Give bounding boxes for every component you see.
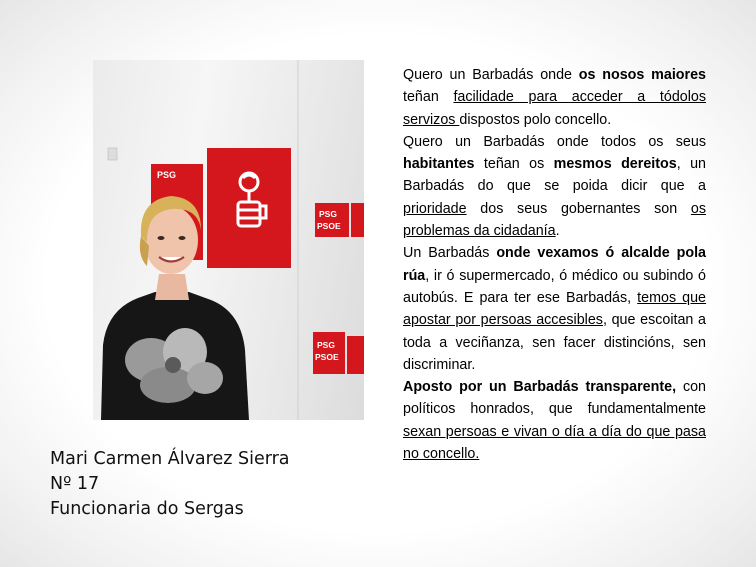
panel-logo-psoe-2: PSOE xyxy=(315,352,339,362)
text-run-bold: os nosos maiores xyxy=(578,67,706,83)
candidate-number: Nº 17 xyxy=(50,474,100,494)
text-run: teñan xyxy=(403,89,454,106)
text-run: teñan os xyxy=(474,156,554,173)
text-run-underline: sexan persoas e vivan o día a día do que pasa no concello. xyxy=(403,423,706,463)
panel-logo-psoe: PSOE xyxy=(317,221,341,231)
text-run: Un Barbadás xyxy=(403,245,497,262)
text-run-bold: onde vexamos ó alcalde pola rúa xyxy=(403,245,706,284)
red-panel-small-top xyxy=(315,203,364,237)
panel-logo-psg: PSG xyxy=(319,209,337,219)
text-run-bold: habitantes xyxy=(403,156,475,173)
statement-text xyxy=(403,64,706,465)
text-run: Quero un Barbadás onde todos os seus xyxy=(403,133,706,150)
paragraph-2 xyxy=(403,131,706,242)
paragraph-3 xyxy=(403,242,706,376)
candidate-photo xyxy=(93,60,364,420)
text-run: , ir ó supermercado, ó médico ou subindo ó autobús. E para ter ese Barbadás, xyxy=(403,267,706,306)
text-run-underline: prioridade xyxy=(403,200,467,217)
panel-logo-psg-2: PSG xyxy=(317,340,335,350)
text-run-bold: Aposto por un Barbadás transparente, xyxy=(403,379,677,396)
text-run-underline: facilidade para acceder a tódolos servizos xyxy=(403,89,706,128)
text-run: con políticos honrados, que fundamentalmente xyxy=(403,379,706,418)
paragraph-1 xyxy=(403,64,706,131)
candidate-caption xyxy=(50,447,290,522)
candidate-role: Funcionaria do Sergas xyxy=(50,499,244,519)
text-run: , un Barbadás do que se poida dicir que a xyxy=(403,156,706,195)
text-run-underline: os problemas da cidadanía xyxy=(403,200,706,240)
text-run: , que escoitan a toda a veciñanza, sen facer distincións, sen discriminar. xyxy=(403,312,706,373)
panel-logo-text: PSG xyxy=(157,170,177,180)
paragraph-4 xyxy=(403,376,706,465)
text-run: Quero un Barbadás onde xyxy=(403,67,579,83)
text-run: dos seus gobernantes son xyxy=(466,200,691,217)
text-run-bold: mesmos dereitos xyxy=(553,156,677,173)
text-run: dispostos polo concello. xyxy=(459,111,612,128)
red-panel-small-bottom xyxy=(313,332,364,374)
text-run: . xyxy=(555,223,560,240)
red-panel-main xyxy=(207,148,291,268)
text-run-underline: temos que apostar por persoas accesibles xyxy=(403,289,706,329)
candidate-name: Mari Carmen Álvarez Sierra xyxy=(50,449,290,469)
